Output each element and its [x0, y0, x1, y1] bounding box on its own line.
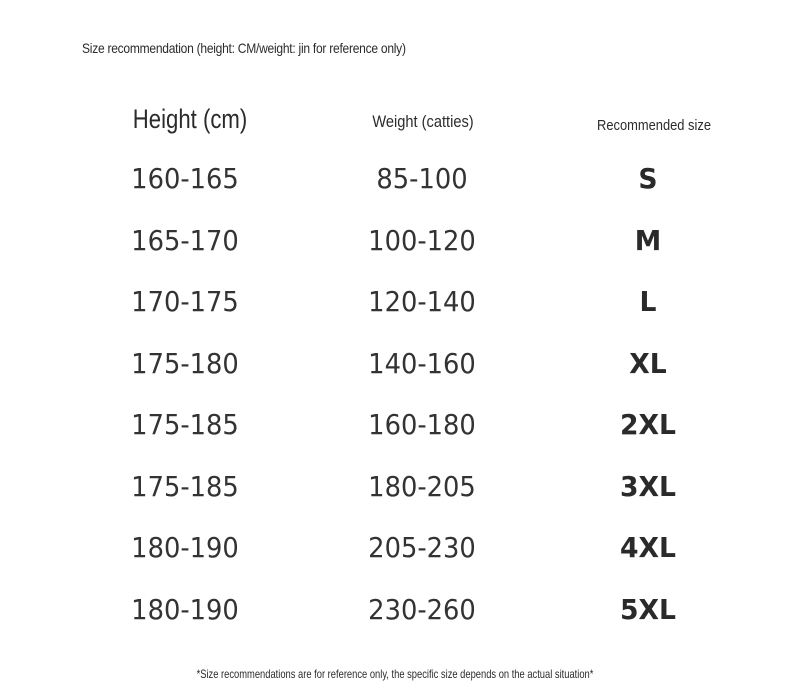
table-row — [0, 456, 790, 518]
column-header-size: Recommended size — [596, 117, 712, 134]
page-title: Size recommendation (height: CM/weight: jin for reference only) — [82, 40, 406, 56]
height-cell: 180-190 — [131, 592, 239, 626]
table-row — [0, 271, 790, 333]
table-row — [0, 333, 790, 395]
height-cell: 165-170 — [131, 223, 239, 257]
size-cell: XL — [629, 346, 667, 380]
column-header-height: Height (cm) — [132, 104, 248, 134]
weight-cell: 205-230 — [368, 531, 476, 564]
table-row — [0, 579, 790, 641]
height-cell: 180-190 — [131, 531, 239, 564]
column-header-weight: Weight (catties) — [372, 112, 474, 131]
size-cell: L — [639, 285, 657, 318]
weight-cell: 85-100 — [376, 162, 468, 195]
size-cell: M — [634, 223, 662, 257]
table-row — [0, 394, 790, 456]
size-cell: 5XL — [620, 592, 676, 626]
size-cell: 2XL — [620, 408, 676, 441]
height-cell: 175-185 — [131, 469, 239, 503]
weight-cell: 230-260 — [368, 592, 476, 626]
table-row — [0, 517, 790, 579]
height-cell: 170-175 — [131, 285, 239, 318]
table-row — [0, 210, 790, 272]
footnote: *Size recommendations are for reference only, the specific size depends on the actual situation* — [196, 667, 594, 681]
size-cell: 4XL — [620, 531, 676, 564]
weight-cell: 140-160 — [368, 346, 476, 380]
height-cell: 175-180 — [131, 346, 239, 380]
weight-cell: 160-180 — [368, 408, 476, 441]
size-cell: 3XL — [620, 469, 676, 503]
height-cell: 160-165 — [131, 162, 239, 195]
weight-cell: 180-205 — [368, 469, 476, 503]
table-row — [0, 148, 790, 210]
height-cell: 175-185 — [131, 408, 239, 441]
weight-cell: 100-120 — [368, 223, 476, 257]
weight-cell: 120-140 — [368, 285, 476, 318]
size-cell: S — [638, 162, 658, 195]
size-table — [0, 148, 790, 640]
